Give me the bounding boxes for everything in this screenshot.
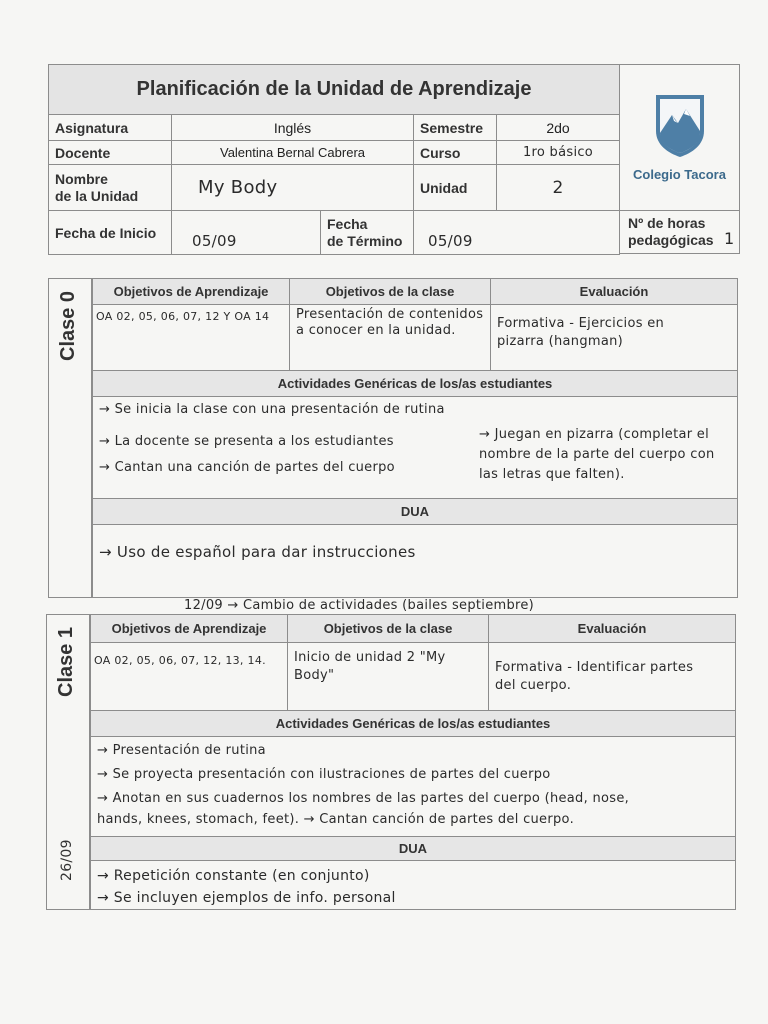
actividad-item: → Se proyecta presentación con ilustraciones de partes del cuerpo xyxy=(97,767,551,782)
col-objetivos-clase: Objetivos de la clase xyxy=(288,615,489,643)
dua-title: DUA xyxy=(91,837,736,861)
clase-0-side xyxy=(48,278,92,598)
actividad-group xyxy=(99,421,731,485)
actividad-item: → Presentación de rutina xyxy=(97,743,266,758)
clase-1-actividades xyxy=(91,737,736,837)
unidad-value: 2 xyxy=(497,165,620,211)
fecha-inicio-label: Fecha de Inicio xyxy=(49,211,172,255)
fecha-termino-value: 05/09 xyxy=(414,211,620,255)
dua-item: → Repetición constante (en conjunto) xyxy=(97,868,370,884)
fecha-termino-label xyxy=(321,211,414,255)
fecha-termino-line2: de Término xyxy=(327,232,403,249)
fecha-termino-line1: Fecha xyxy=(327,215,368,232)
mountain-shield-icon xyxy=(654,93,706,159)
dua-item: → Se incluyen ejemplos de info. personal xyxy=(97,890,396,906)
actividad-item: → Anotan en sus cuadernos los nombres de las partes del cuerpo (head, nose, xyxy=(97,791,630,806)
clase-1-date: 26/09 xyxy=(59,839,75,881)
asignatura-value: Inglés xyxy=(172,115,414,141)
clase-1-objetivo: Inicio de unidad 2 "My Body" xyxy=(288,643,489,711)
clase-0-table xyxy=(92,278,738,598)
clase-1-side xyxy=(46,614,90,910)
page-title: Planificación de la Unidad de Aprendizaje xyxy=(49,65,620,115)
clase-0-dua: → Uso de español para dar instrucciones xyxy=(93,525,738,598)
clase-1-block xyxy=(46,614,736,910)
clase-0-block xyxy=(48,278,738,598)
clase-1-evaluacion: Formativa - Identificar partes del cuerpo. xyxy=(489,643,736,711)
col-evaluacion: Evaluación xyxy=(491,279,738,305)
header-table xyxy=(48,64,620,255)
horas-label-line1: Nº de horas xyxy=(628,215,706,231)
clase-0-oa: OA 02, 05, 06, 07, 12 Y OA 14 xyxy=(93,305,290,371)
semestre-label: Semestre xyxy=(414,115,497,141)
nombre-unidad-label xyxy=(49,165,172,211)
clase-0-objetivo: Presentación de contenidos a conocer en la unidad. xyxy=(290,305,491,371)
unidad-label: Unidad xyxy=(414,165,497,211)
horas-pedagogicas xyxy=(620,211,740,254)
actividad-item: → La docente se presenta a los estudiantes xyxy=(99,434,394,449)
actividades-title: Actividades Genéricas de los/as estudiantes xyxy=(91,711,736,737)
unit-header xyxy=(48,64,740,254)
school-logo xyxy=(620,64,740,211)
curso-label: Curso xyxy=(414,141,497,165)
col-evaluacion: Evaluación xyxy=(489,615,736,643)
dua-title: DUA xyxy=(93,499,738,525)
actividades-title: Actividades Genéricas de los/as estudiantes xyxy=(93,371,738,397)
horas-label xyxy=(628,215,714,249)
horas-value: 1 xyxy=(724,229,735,248)
clase-0-label: Clase 0 xyxy=(57,290,79,361)
docente-value: Valentina Bernal Cabrera xyxy=(172,141,414,165)
actividad-item: → Se inicia la clase con una presentación de rutina xyxy=(99,402,445,417)
col-objetivos-clase: Objetivos de la clase xyxy=(290,279,491,305)
semestre-value: 2do xyxy=(497,115,620,141)
docente-label: Docente xyxy=(49,141,172,165)
clase-0-evaluacion: Formativa - Ejercicios en pizarra (hangman) xyxy=(491,305,738,371)
clase-1-oa: OA 02, 05, 06, 07, 12, 13, 14. xyxy=(91,643,288,711)
col-objetivos-aprendizaje: Objetivos de Aprendizaje xyxy=(91,615,288,643)
clase-1-table xyxy=(90,614,736,910)
asignatura-label: Asignatura xyxy=(49,115,172,141)
clase-1-label: Clase 1 xyxy=(55,626,77,697)
clase-0-actividades xyxy=(93,397,738,499)
horas-label-line2: pedagógicas xyxy=(628,232,714,248)
clase-1-dua xyxy=(91,861,736,910)
cambio-actividades-note: 12/09 → Cambio de actividades (bailes septiembre) xyxy=(184,598,535,613)
col-objetivos-aprendizaje: Objetivos de Aprendizaje xyxy=(93,279,290,305)
actividad-item-extra: → Juegan en pizarra (completar el nombre de la parte del cuerpo con las letras que falten). xyxy=(479,427,715,482)
nombre-label-line1: Nombre xyxy=(55,170,108,187)
nombre-unidad-value: My Body xyxy=(172,165,414,211)
fecha-inicio-value: 05/09 xyxy=(172,211,321,255)
nombre-label-line2: de la Unidad xyxy=(55,187,139,204)
curso-value: 1ro básico xyxy=(497,141,620,165)
actividad-item: → Cantan una canción de partes del cuerpo xyxy=(99,460,395,475)
school-name: Colegio Tacora xyxy=(633,167,726,182)
actividad-item: hands, knees, stomach, feet). → Cantan canción de partes del cuerpo. xyxy=(97,812,575,827)
